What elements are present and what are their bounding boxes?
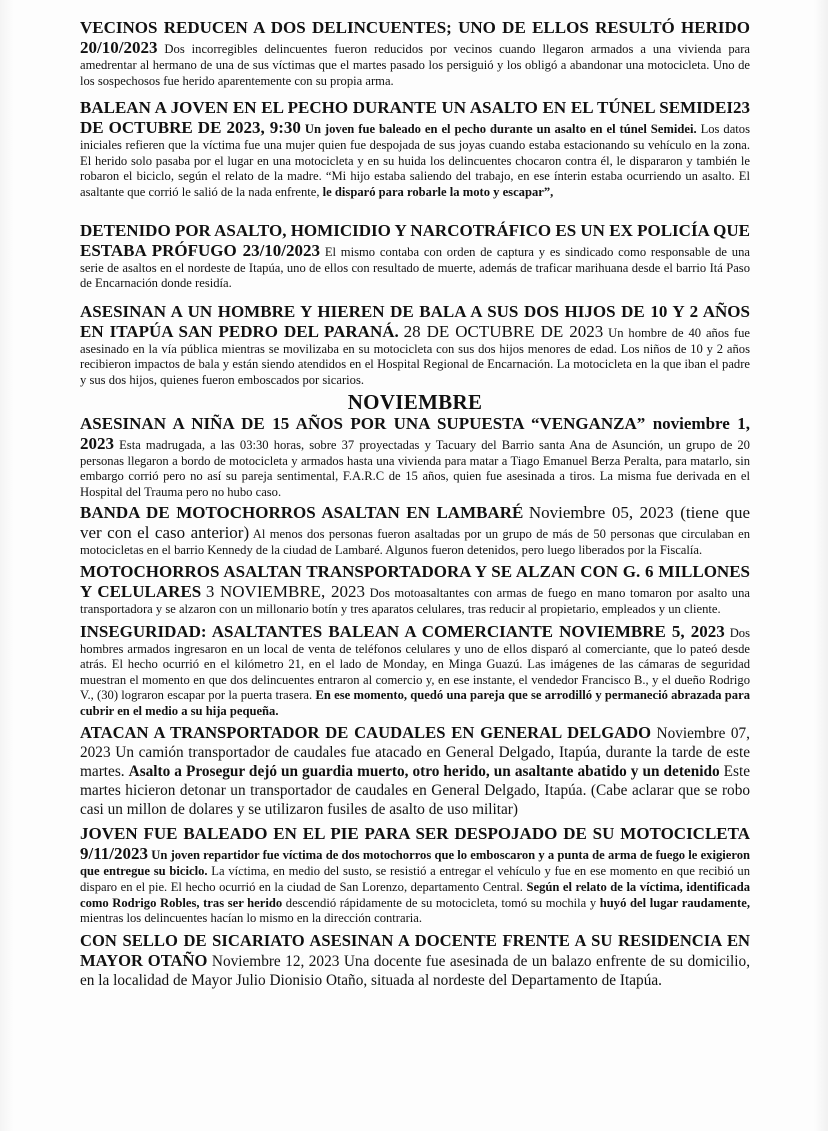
article-body-tail: mientras los delincuentes hacían lo mismo en la dirección contraria. [80, 911, 423, 926]
section-title-november: NOVIEMBRE [347, 389, 483, 414]
article-body: Al menos dos personas fueron asaltadas por un grupo de más de 50 personas que circulaban en motocicletas en el barrio Kennedy de la ciudad de Lambaré. Algunos fueron detenidos, pero luego liberados por la Fiscalía. [80, 527, 750, 558]
article-lead: Un joven repartidor fue víctima de dos motochorros que lo emboscaron y a punta de arma de fuego le exigieron que entregue su biciclo. [80, 848, 750, 879]
article-body: Los datos iniciales refieren que la víctima fue una mujer quien fue despojada de sus joyas cuando estaba estacionando su vehículo en la zona. El herido solo pasaba por el lugar en una motocicleta y en su huida los delincuentes chocaron contra él, le dispararon y también le robaron el biciclo, según el relato de la madre. “Mi hijo estaba saliendo del trabajo, en ese ínterin estaba ocurriendo un asalto. El asaltante que corrió le salió de la nada enfrente, [80, 122, 750, 199]
article-date: 3 NOVIEMBRE, 2023 [205, 581, 365, 601]
article-headline: CON SELLO DE SICARIATO ASESINAN A DOCENTE FRENTE A SU RESIDENCIA EN MAYOR OTAÑO [80, 930, 750, 970]
article-body: El mismo contaba con orden de captura y es sindicado como responsable de una serie de asaltos en el nordeste de Itapúa, uno de ellos con resultado de muerte, además de traficar marihuana desde el barrio Itá Paso de Encarnación donde residía. [80, 244, 750, 291]
article-headline: VECINOS REDUCEN A DOS DELINCUENTES; UNO DE ELLOS RESULTÓ HERIDO 20/10/2023 [80, 18, 750, 57]
article-date: Noviembre 05, 2023 (tiene que ver con el caso anterior) [80, 503, 750, 543]
article-lead: Un joven fue baleado en el pecho durante un asalto en el túnel Semidei. [304, 122, 697, 137]
article-headline: MOTOCHORROS ASALTAN TRANSPORTADORA Y SE ALZAN CON G. 6 MILLONES Y CELULARES [80, 561, 750, 601]
article-body: Dos hombres armados ingresaron en un local de venta de teléfonos celulares y uno de ellos disparó al comerciante, que lo pateó desde atrás. El hecho ocurrió en el kilómetro 21, en el lado de Monday, en Minga Guazú. Las imágenes de las cámaras de seguridad muestran el momento en que dos delincuentes entraron al comercio y, en ese instante, el vendedor Francisco B., y el dueño Rodrigo V., (30) lograron escapar por la puerta trasera. [80, 625, 750, 703]
article-body: Dos motoasaltantes con armas de fuego en mano tomaron por asalto una transportadora y se alzaron con un millonario botín y tres aparatos celulares, tras reducir al propietario, empleados y un cliente. [80, 585, 750, 616]
article-body: Esta madrugada, a las 03:30 horas, sobre 37 proyectadas y Tacuary del Barrio santa Ana de Asunción, un grupo de 20 personas llegaron a bordo de motocicleta y armados hasta una vivienda para matar a Tiago Emanuel Berza Peralta, para matarlo, sin embargo corrió pero no así su pareja sentimental, F.A.R.C de 15 años, quien fue asesinada a tiros. La misma fue derivada en el Hospital del Trauma pero no hubo caso. [80, 437, 750, 499]
article-emphasis: En ese momento, quedó una pareja que se arrodilló y permaneció abrazada para cubrir en el medio a su hija pequeña. [80, 688, 750, 718]
article-body: Un camión transportador de caudales fue atacado en General Delgado, Itapúa, durante la tarde de este martes. [80, 744, 750, 781]
article-body: Un hombre de 40 años fue asesinado en la vía pública mientras se movilizaba en su motocicleta con sus dos hijos menores de edad. Los niños de 10 y 2 años recibieron impactos de bala y están siendo atendidos en el Hospital Regional de Encarnación. La motocicleta en la que iban el padre y sus dos hijos, quienes fueron emboscados por sicarios. [80, 325, 751, 387]
article-headline: BALEAN A JOVEN EN EL PECHO DURANTE UN ASALTO EN EL TÚNEL SEMIDEI23 DE OCTUBRE DE 2023, 9:30 [80, 98, 750, 138]
article-body: Dos incorregibles delincuentes fueron reducidos por vecinos cuando llegaron armados a una vivienda para amedrentar al hermano de una de sus víctimas que el martes pasado los persiguió y los obligó a abandonar una motocicleta. Uno de los sospechosos fue herido aparentemente con su propia arma. [80, 42, 750, 88]
news-article [80, 302, 750, 389]
news-article [80, 414, 750, 501]
article-emphasis: Asalto a Prosegur dejó un guardia muerto, otro herido, un asaltante abatido y un detenido [128, 763, 720, 781]
news-article [80, 824, 750, 926]
article-headline: BANDA DE MOTOCHORROS ASALTAN EN LAMBARÉ [80, 503, 524, 523]
news-article [80, 931, 750, 990]
article-date: Noviembre 12, 2023 [211, 952, 340, 970]
article-headline: ATACAN A TRANSPORTADOR DE CAUDALES EN GENERAL DELGADO [80, 723, 652, 743]
article-headline: INSEGURIDAD: ASALTANTES BALEAN A COMERCIANTE NOVIEMBRE 5, 2023 [80, 621, 725, 641]
article-body-tail: Este martes hicieron detonar un transportador de caudales en General Delgado, Itapúa. (Cabe aclarar que se robo casi un millon de dolares y se utilizaron fusiles de asalto de uso militar) [80, 763, 750, 819]
news-article [80, 18, 750, 89]
article-body: La víctima, en medio del susto, se resistió a entregar el vehículo y fue en ese momento en que recibió un disparo en el pie. El hecho ocurrió en la ciudad de San Lorenzo, departamento Central. [80, 864, 750, 895]
news-article [80, 723, 750, 819]
document-content [80, 18, 750, 990]
article-quote-emphasis: le disparó para robarle la moto y escapar”, [322, 184, 554, 199]
article-headline: ASESINAN A UN HOMBRE Y HIEREN DE BALA A SUS DOS HIJOS DE 10 Y 2 AÑOS EN ITAPÚA SAN PEDRO DEL PARANÁ. [80, 301, 750, 341]
article-emphasis: Según el relato de la víctima, identificada como Rodrigo Robles, tras ser herido [80, 880, 750, 910]
article-body-mid: descendió rápidamente de su motocicleta, tomó su mochila y [285, 895, 597, 910]
article-headline: JOVEN FUE BALEADO EN EL PIE PARA SER DESPOJADO DE SU MOTOCICLETA 9/11/2023 [80, 824, 750, 864]
news-article [80, 221, 750, 292]
article-date: 28 DE OCTUBRE DE 2023 [403, 321, 604, 341]
news-article [80, 98, 750, 200]
article-body: Una docente fue asesinada de un balazo enfrente de su domicilio, en la localidad de Mayor Julio Dionisio Otaño, situada al nordeste del Departamento de Itapúa. [80, 952, 751, 989]
article-emphasis: huyó del lugar raudamente, [599, 895, 750, 910]
article-date: Noviembre 07, 2023 [80, 725, 750, 762]
news-article [80, 503, 750, 559]
news-article [80, 562, 750, 618]
news-article [80, 622, 750, 720]
article-headline: ASESINAN A NIÑA DE 15 AÑOS POR UNA SUPUESTA “VENGANZA” noviembre 1, 2023 [80, 413, 750, 453]
article-headline: DETENIDO POR ASALTO, HOMICIDIO Y NARCOTRÁFICO ES UN EX POLICÍA QUE ESTABA PRÓFUGO 23/10/2023 [80, 220, 750, 260]
